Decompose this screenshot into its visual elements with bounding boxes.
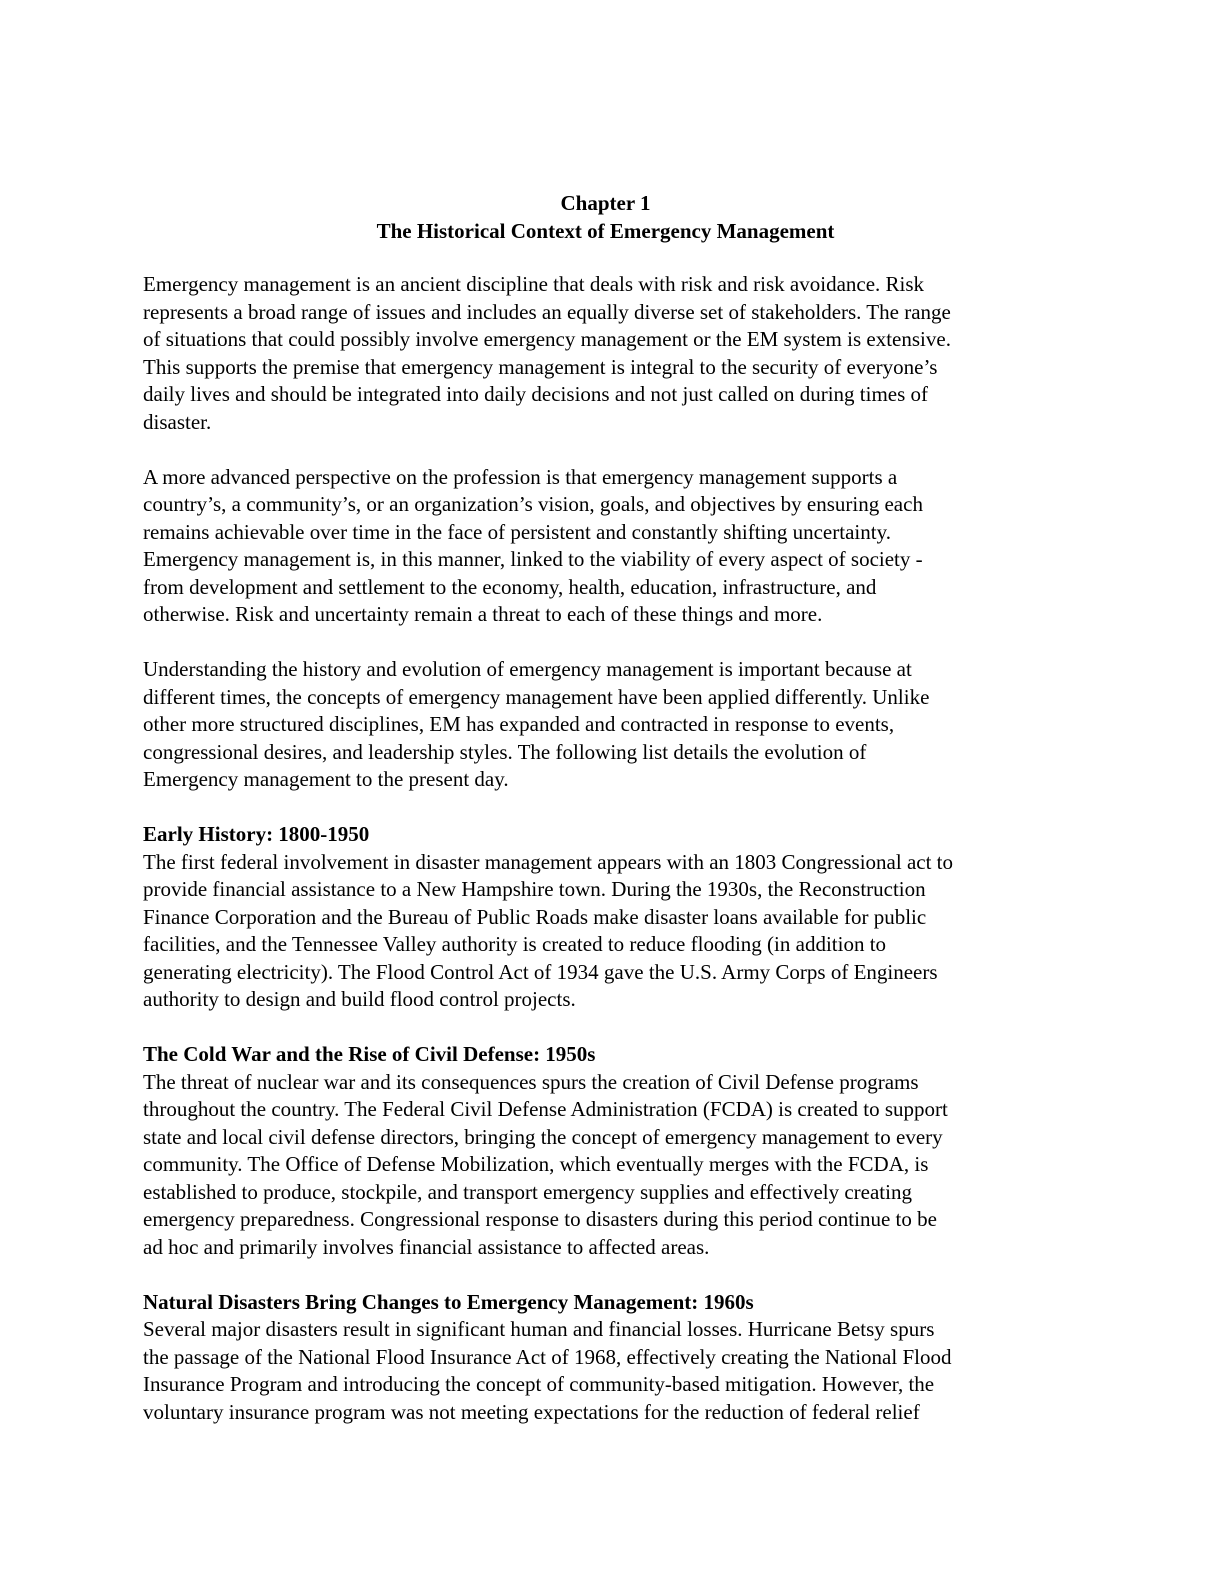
section-body: The threat of nuclear war and its consequences spurs the creation of Civil Defense programs throughout the country. The Federal Civil Defense Administration (FCDA) is created to support state and local civil defense directors, bringing the concept of emergency management to every community. The Office of Defense Mobilization, which eventually merges with the FCDA, is established to produce, stockpile, and transport emergency supplies and effectively creating emergency preparedness. Congressional response to disasters during this period continue to be ad hoc and primarily involves financial assistance to affected areas.	[143, 1069, 948, 1259]
section-natural-disasters	[143, 1289, 1068, 1427]
section-title: Early History: 1800-1950	[143, 822, 370, 846]
chapter-title: The Historical Context of Emergency Management	[376, 218, 835, 243]
section-title: Natural Disasters Bring Changes to Emergency Management: 1960s	[143, 1289, 754, 1314]
section-early-history	[143, 821, 1068, 1014]
section-cold-war	[143, 1041, 1068, 1261]
page-content	[143, 190, 1068, 1454]
section-title: The Cold War and the Rise of Civil Defense: 1950s	[143, 1042, 596, 1066]
intro-paragraph-3: Understanding the history and evolution of emergency management is important because at different times, the concepts of emergency management have been applied differently. Unlike other more structured disciplines, EM has expanded and contracted in response to events, congressional desires, and leadership styles. The following list details the evolution of Emergency management to the present day.	[143, 657, 930, 791]
chapter-number: Chapter 1	[560, 191, 651, 215]
intro-paragraph-2: A more advanced perspective on the profession is that emergency management supports a country’s, a community’s, or an organization’s vision, goals, and objectives by ensuring each remains achievable over time in the face of persistent and constantly shifting uncertainty. Emergency management is, in this manner, linked to the viability of every aspect of society - from development and settlement to the economy, health, education, infrastructure, and otherwise. Risk and uncertainty remain a threat to each of these things and more.	[143, 464, 923, 626]
section-body: The first federal involvement in disaster management appears with an 1803 Congressional act to provide financial assistance to a New Hampshire town. During the 1930s, the Reconstruction Finance Corporation and the Bureau of Public Roads make disaster loans available for public facilities, and the Tennessee Valley authority is created to reduce flooding (in addition to generating electricity). The Flood Control Act of 1934 gave the U.S. Army Corps of Engineers authority to design and build flood control projects.	[143, 849, 954, 1011]
intro-paragraph-1: Emergency management is an ancient discipline that deals with risk and risk avoidance. Risk represents a broad range of issues and includes an equally diverse set of stakeholders. The range of situations that could possibly involve emergency management or the EM system is extensive. This supports the premise that emergency management is integral to the security of everyone’s daily lives and should be integrated into daily decisions and not just called on during times of disaster.	[143, 272, 951, 434]
section-body: Several major disasters result in significant human and financial losses. Hurricane Betsy spurs the passage of the National Flood Insurance Act of 1968, effectively creating the National Flood Insurance Program and introducing the concept of community-based mitigation. However, the voluntary insurance program was not meeting expectations for the reduction of federal relief	[143, 1317, 952, 1424]
chapter-heading	[143, 190, 1068, 245]
